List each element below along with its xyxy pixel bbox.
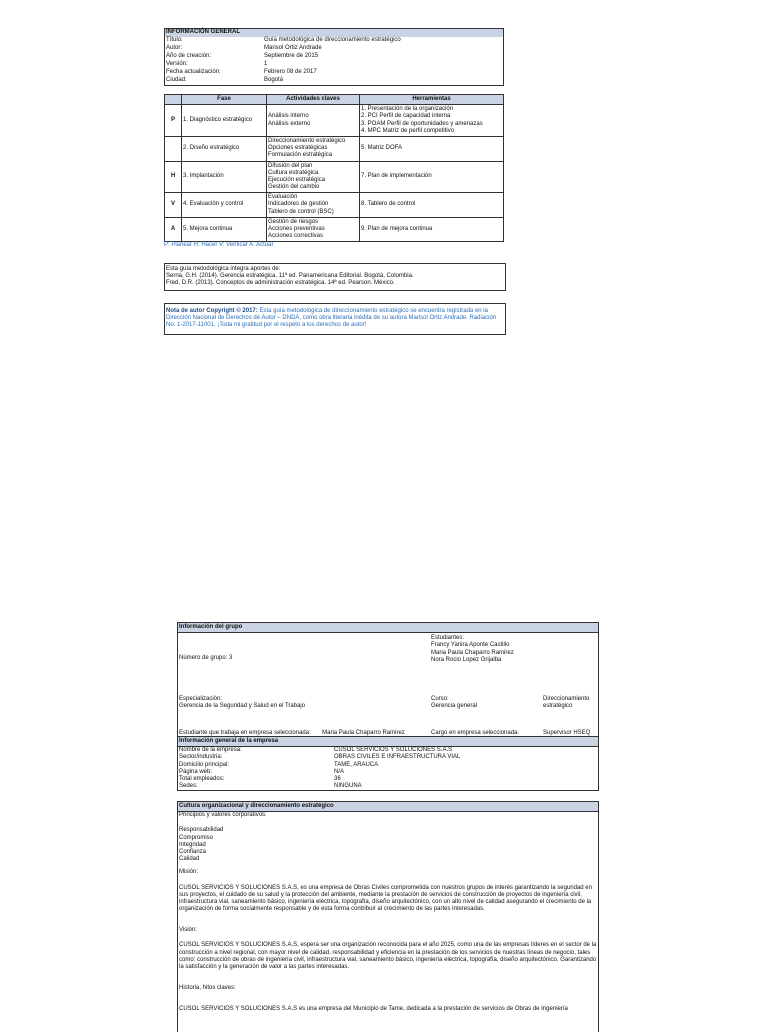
phase-row [165,217,504,242]
course-name: Gerencia general [431,703,478,710]
general-info-value: 1 [264,61,268,67]
students-cell [430,633,598,683]
employee-student-label: Estudiante que trabaja en empresa seleccionada: [179,729,311,736]
general-info-label: Año de creación: [166,53,212,59]
general-info-row [165,77,504,86]
specialization-label: Especialización: [179,696,223,702]
phases-section [164,94,504,250]
value-item: Confianza [179,848,207,855]
phase-tools: 9. Plan de mejora continua [360,217,504,242]
col-actividades: Actividades claves [267,95,360,105]
phase-tools: 8. Tablero de control [360,193,504,218]
copyright-note [164,303,506,335]
general-info-header: INFORMACIÓN GENERAL [165,29,504,38]
references-box [164,263,506,291]
phase-letter: H [165,161,182,193]
phase-letter [165,136,182,161]
company-value: NINGUNA [334,783,362,790]
general-info-value: Marisol Ortiz Andrade [264,45,322,51]
copyright-title: Nota de autor Copyright © 2017: [166,308,258,314]
students-label: Estudiantes: [431,635,465,642]
phases-table [164,94,504,242]
phase-name: 3. Implantación [182,161,267,193]
position-value: Supervisor HSEQ [543,729,591,736]
phase-tools: 1. Presentación de la organización 2. PCI Perfil de capacidad interna 3. POAM Perfil de oportunidades y amenazas 4. MPC Matriz de perfil competitivo [360,105,504,137]
general-info-label: Versión: [166,61,188,67]
reference-item: Fred, D.R. (2013). Conceptos de administración estratégica. 14ª ed. Pearson. México. [166,280,395,287]
reference-item: Serna, G.H. (2014). Gerencia estratégica. 11ª ed. Panamericana Editorial. Bogotá, Colombia. [166,273,414,280]
col-fase: Fase [182,95,267,105]
phase-name: 4. Evaluación y control [182,193,267,218]
phase-row [165,193,504,218]
vision-label: Visión: [179,927,197,934]
culture-section [177,801,599,1032]
general-info-row [165,53,504,61]
general-info-value: Septiembre de 2015 [264,53,319,59]
history-text: CUSOL SERVICIOS Y SOLUCIONES S.A.S es una empresa del Municipio de Tame, dedicada a la prestación de servicios de Obras de Ingeniería [179,1006,568,1013]
course-label: Curso: [431,696,449,702]
phase-activities: Gestión de riesgos Acciones preventivas Acciones correctivas [267,217,360,242]
phase-row [165,105,504,137]
group-info-header: Información del grupo [178,623,598,633]
value-item: Integridad [179,841,206,848]
general-info-label: Fecha actualización: [166,69,221,75]
vision-text: CUSOL SERVICIOS Y SOLUCIONES S.A.S, espera ser una organización reconocida para el año 2025, como una de las empresas líderes en el sector de la construcción a nivel regional, con mayor nivel de calidad, responsabilidad y eficiencia en la prestación de los servicios de nuestras líneas de negocio, tales como: construcción de obras de ingeniería civil, infraestructura vial, saneamiento básico, ingeniería eléctrica, topografía, diseño arquitectónico. Garantizando la satisfacción y la generación de valor a las partes interesadas. [179,942,597,970]
value-item: Responsabilidad [179,827,224,834]
course-cell [430,683,542,723]
phase-row [165,136,504,161]
phase-activities: Direccionamiento estratégico Opciones estratégicas Formulación estratégica [267,136,360,161]
company-value: TAME, ARAUCA [334,761,379,768]
course-value: Direccionamiento estratégico [543,696,590,710]
general-info-value: Bogotá [264,77,284,83]
general-info-row [165,61,504,69]
student-name: Maria Paula Chaparro Ramirez [431,649,514,656]
specialization-value: Gerencia de la Seguridad y Salud en el Trabajo [179,703,306,710]
general-info-value: Febrero 08 de 2017 [264,69,317,75]
company-label: Total empleados: [179,775,225,782]
phase-letter: P [165,105,182,137]
phase-activities: Difusión del plan Cultura estratégica Ejecución estratégica Gestión del cambio [267,161,360,193]
company-row [178,769,598,776]
company-label: Sedes: [179,783,198,790]
phase-activities: Análisis interno Análisis externo [267,105,360,137]
culture-header: Cultura organizacional y direccionamiento estratégico [178,802,598,812]
general-info-row [165,37,504,45]
specialization-cell [178,683,430,723]
phase-activities: Evaluación Indicadores de gestión Tablero de control (BSC) [267,193,360,218]
company-value: CUSOL SERVICIOS Y SOLUCIONES S.A.S [334,747,453,754]
student-name: Nora Rocio Lopez Grijalba [431,656,502,663]
phase-letter: V [165,193,182,218]
company-label: Nombre de la empresa: [179,747,242,754]
general-info-label: Título: [166,37,183,43]
company-row [178,754,598,761]
company-info-header: Información general de la empresa [178,737,598,747]
col-herramientas: Herramientas [360,95,504,105]
principles-label: Principios y valores corporativos: [179,812,267,819]
general-info-value: Guía metodológica de direccionamiento estratégico [264,37,401,43]
phase-letter: A [165,217,182,242]
phases-legend: P: Planear H: Hacer V: Verificar A: Actuar [164,242,274,249]
company-row [178,776,598,783]
mission-label: Misión: [179,869,199,876]
student-name: Francy Yanira Aponte Castillo [431,642,510,649]
general-info [164,28,504,86]
general-info-label: Ciudad: [166,77,187,83]
company-value: 36 [334,775,341,782]
phase-row [165,161,504,193]
phase-name: 1. Diagnóstico estratégico [182,105,267,137]
general-info-row [165,69,504,77]
group-info [177,622,599,744]
company-row [178,762,598,769]
general-info-label: Autor: [166,45,183,51]
history-label: Historia, hitos claves: [179,985,236,992]
phase-name: 2. Diseño estratégico [182,136,267,161]
company-value: OBRAS CIVILES E INFRAESTRUCTURA VIAL [334,754,461,761]
company-row [178,783,598,790]
employee-student-name: Maria Paula Chaparro Ramirez [322,729,405,736]
company-label: Página web: [179,768,213,775]
company-value: N/A [334,768,345,775]
value-item: Calidad [179,856,200,863]
company-label: Sector/industria: [179,754,223,761]
copyright-text: Esta guía metodológica de direccionamiento estratégico se encuentra registrada en la Dirección Nacional de Derechos de Autor – DNDA, como obra literaria inédita de su autora Marisol Ortiz Andrade. Radiación No. 1-2017-11001. ¡Toda mi gratitud por el respeto a los derechos de autor! [166,308,497,329]
company-row [178,747,598,754]
phase-name: 5. Mejora continua [182,217,267,242]
value-item: Compromiso [179,834,214,841]
references-intro: Esta guía metodológica integra aportes de: [166,266,281,272]
company-label: Domicilio principal: [179,761,230,768]
phase-tools: 7. Plan de implementación [360,161,504,193]
mission-text: CUSOL SERVICIOS Y SOLUCIONES S.A.S, es una empresa de Obras Civiles comprometida con nuestros grupos de interés garantizando la seguridad en sus proyectos, el cuidado de su salud y la protección del ambiente, mediante la prestación de servicios de construcción de proyectos de ingeniería civil, infraestructura vial, saneamiento básico, ingeniería eléctrica, topografía, diseño arquitectónico, con un alto nivel de calidad asegurando el crecimiento de la organización de forma socialmente responsable y de esta forma contribuir al crecimiento de las partes interesadas. [179,884,592,913]
group-number: Número de grupo: 3 [179,654,233,661]
phase-tools: 5. Matriz DOFA [360,136,504,161]
company-info [177,736,599,791]
general-info-row [165,45,504,53]
position-label: Cargo en empresa seleccionada: [431,729,520,736]
